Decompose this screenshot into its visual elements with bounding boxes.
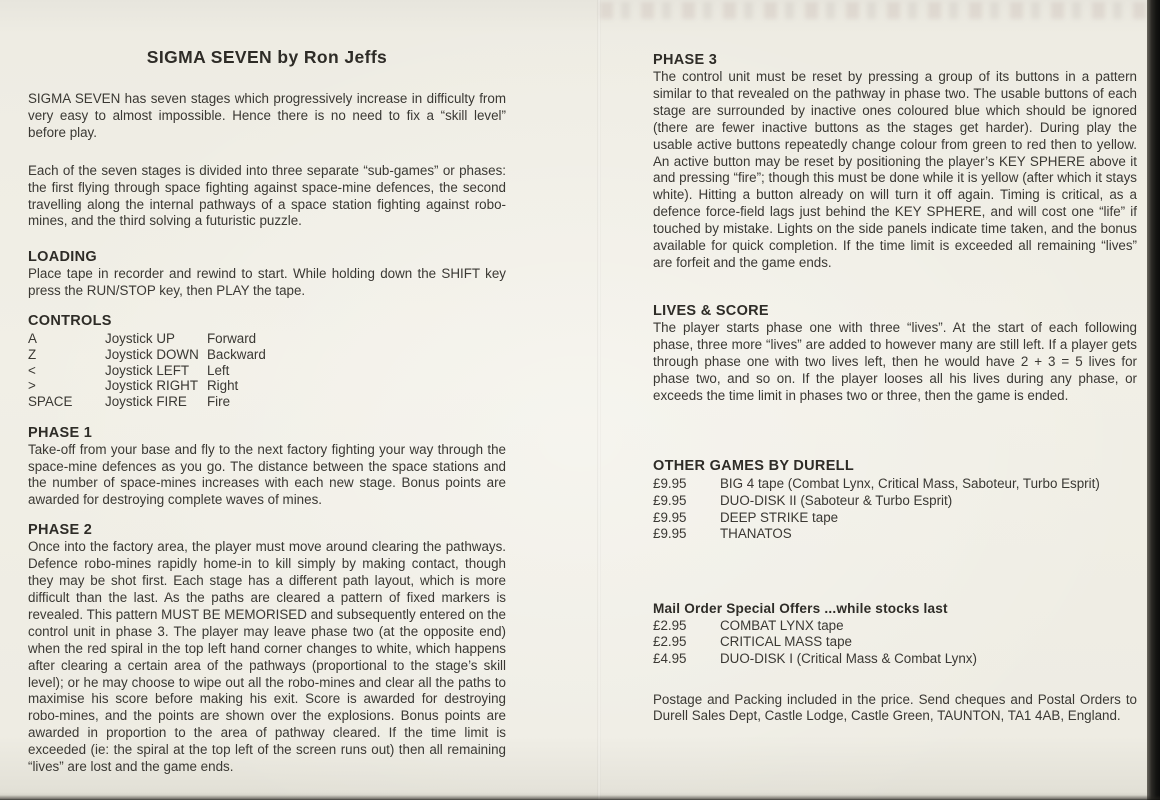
item-price: £4.95 <box>653 650 687 666</box>
price-list-item <box>653 476 1137 493</box>
loading-body: Place tape in recorder and rewind to start. While holding down the SHIFT key press the RUN/STOP key, then PLAY the tape. <box>28 266 506 299</box>
item-name: DEEP STRIKE tape <box>720 509 839 525</box>
section-heading-loading: LOADING <box>28 249 97 266</box>
section-heading-phase2: PHASE 2 <box>28 522 93 539</box>
control-row-up <box>28 331 506 347</box>
section-heading-controls: CONTROLS <box>28 313 112 330</box>
intro-paragraph-2: Each of the seven stages is divided into three separate “sub-games” or phases: the first flying through space fighting against space-mine defences, the second travelling along the internal pathways of a space station fighting against robo-mines, and the third solving a futuristic puzzle. <box>28 162 506 229</box>
scan-edge-right <box>1147 0 1160 800</box>
print-showthrough <box>600 2 1148 19</box>
control-action: Left <box>207 362 230 378</box>
section-heading-phase3: PHASE 3 <box>653 52 718 68</box>
control-row-down <box>28 347 506 363</box>
price-list-item <box>653 651 1137 668</box>
section-heading-other-games: OTHER GAMES BY DURELL <box>653 458 854 475</box>
control-key: Z <box>28 346 37 362</box>
item-name: CRITICAL MASS tape <box>720 634 852 650</box>
control-action: Right <box>207 378 239 394</box>
control-row-right <box>28 378 506 394</box>
other-games-list <box>653 476 1137 542</box>
control-joystick: Joystick FIRE <box>105 393 187 409</box>
phase1-body: Take-off from your base and fly to the next factory fighting your way through the space-mine defences as you go. The distance between the space stations and the number of space-mines increases with each new stage. Bonus points are awarded for destroying complete waves of mines. <box>28 441 506 508</box>
control-key: SPACE <box>28 393 73 409</box>
section-heading-mail-order: Mail Order Special Offers ...while stocks last <box>653 600 948 616</box>
postage-paragraph: Postage and Packing included in the price. Send cheques and Postal Orders to Durell Sales Dept, Castle Lodge, Castle Green, TAUNTON, TA1 4AB, England. <box>653 691 1137 724</box>
price-list-item <box>653 493 1137 510</box>
control-key: < <box>28 362 36 378</box>
control-action: Fire <box>207 393 231 409</box>
price-list-item <box>653 526 1137 543</box>
control-row-left <box>28 363 506 379</box>
page-fold-crease <box>597 0 601 800</box>
intro-paragraph-1: SIGMA SEVEN has seven stages which progressively increase in difficulty from very easy to almost impossible. Hence there is no need to fix a “skill level” before play. <box>28 91 506 140</box>
item-price: £9.95 <box>653 509 687 525</box>
price-list-item <box>653 634 1137 651</box>
item-name: DUO-DISK I (Critical Mass & Combat Lynx) <box>720 650 977 666</box>
mail-order-list <box>653 618 1137 668</box>
item-name: COMBAT LYNX tape <box>720 617 844 633</box>
item-name: THANATOS <box>720 526 792 542</box>
item-price: £2.95 <box>653 634 687 650</box>
control-key: > <box>28 378 36 394</box>
control-joystick: Joystick RIGHT <box>105 378 198 394</box>
price-list-item <box>653 618 1137 635</box>
section-heading-phase1: PHASE 1 <box>28 424 93 441</box>
control-row-fire <box>28 394 506 410</box>
phase2-body: Once into the factory area, the player must move around clearing the pathways. Defence robo-mines rapidly home-in to kill simply by making contact, though they may be shot first. Each stage has a different path layout, which is more difficult than the last. As the paths are cleared a pattern of fixed markers is revealed. This pattern MUST BE MEMORISED and subsequently entered on the control unit in phase 3. The player may leave phase two (at the opposite end) when the red spiral in the top left hand corner changes to white, which happens after clearing a certain area of the pathways (proportional to the stage’s skill level); or he may choose to wipe out all the robo-mines and clear all the paths to maximise his score before making his exit. Score is awarded for destroying robo-mines, and the points are shown over the explosions. Bonus points are awarded in proportion to the area of pathway cleared. If the time limit is exceeded (ie: the spiral at the top left of the screen runs out) then all remaining “lives” are lost and the game ends. <box>28 539 506 775</box>
control-action: Backward <box>207 346 266 362</box>
lives-score-body: The player starts phase one with three “lives”. At the start of each following phase, three more “lives” are added to however many are still left. If a player gets through phase one with two lives left, then he would have 2 + 3 = 5 lives for phase two, and so on. If the player looses all his lives during any phase, or exceeds the time limit in phases two or three, then the game is ended. <box>653 319 1137 403</box>
phase3-body: The control unit must be reset by pressing a group of its buttons in a pattern similar to that revealed on the pathway in phase two. The usable buttons of each stage are surrounded by inactive ones coloured blue which should be ignored (there are fewer inactive buttons as the stages get harder). During play the usable active buttons repeatedly change colour from green to red then to yellow. An active button may be reset by positioning the player’s KEY SPHERE above it and pressing “fire”; though this must be done while it is yellow (after which it stays white). Hitting a button already on will turn it off again. Timing is critical, as a defence force-field lags just behind the KEY SPHERE, and will cost one “life” if touched by mistake. Lights on the side panels indicate time taken, and the bonus available for quick completion. If the time limit is exceeded all remaining “lives” are forfeit and the game ends. <box>653 69 1137 270</box>
control-joystick: Joystick LEFT <box>105 362 190 378</box>
control-key: A <box>28 331 37 347</box>
item-price: £9.95 <box>653 493 687 508</box>
price-list-item <box>653 510 1137 527</box>
control-action: Forward <box>207 331 257 347</box>
item-name: DUO-DISK II (Saboteur & Turbo Esprit) <box>720 493 953 508</box>
section-heading-lives-score: LIVES & SCORE <box>653 302 769 319</box>
item-price: £9.95 <box>653 526 687 542</box>
controls-table <box>28 331 506 410</box>
item-name: BIG 4 tape (Combat Lynx, Critical Mass, Saboteur, Turbo Esprit) <box>720 476 1100 492</box>
right-column <box>653 44 1137 725</box>
item-price: £9.95 <box>653 476 687 492</box>
item-price: £2.95 <box>653 617 687 633</box>
control-joystick: Joystick DOWN <box>105 346 199 362</box>
scan-edge-bottom <box>0 795 1160 800</box>
page-title: SIGMA SEVEN by Ron Jeffs <box>146 47 388 67</box>
control-joystick: Joystick UP <box>105 331 175 347</box>
left-column <box>28 40 506 776</box>
